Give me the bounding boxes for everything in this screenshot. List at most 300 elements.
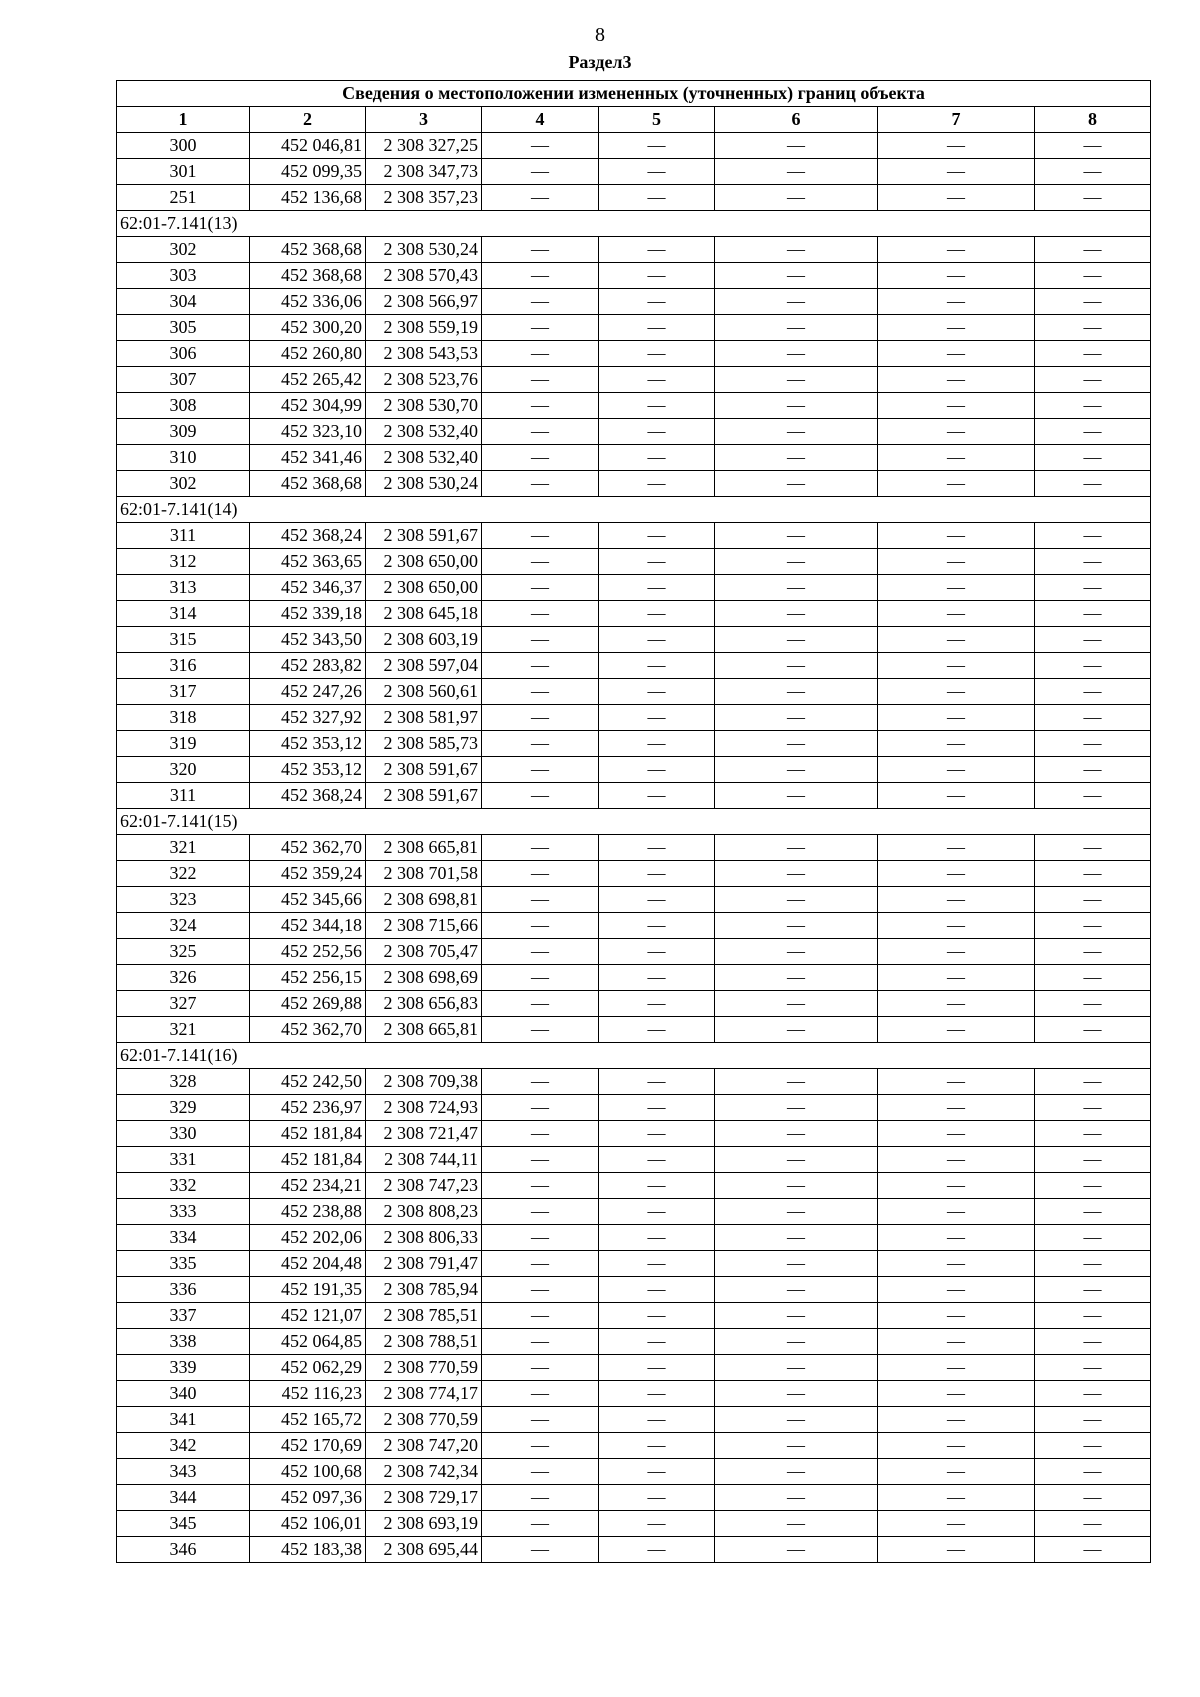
empty-value-dash: — xyxy=(599,1381,715,1407)
empty-value-dash: — xyxy=(878,315,1035,341)
point-number-cell: 342 xyxy=(117,1433,250,1459)
empty-value-dash: — xyxy=(715,835,878,861)
x-coordinate-cell: 452 097,36 xyxy=(250,1485,366,1511)
empty-value-dash: — xyxy=(878,1069,1035,1095)
empty-value-dash: — xyxy=(1035,367,1151,393)
boundary-coordinates-table xyxy=(116,80,1151,1563)
empty-value-dash: — xyxy=(1035,913,1151,939)
table-row xyxy=(117,757,1151,783)
empty-value-dash: — xyxy=(1035,757,1151,783)
empty-value-dash: — xyxy=(599,1407,715,1433)
y-coordinate-cell: 2 308 698,81 xyxy=(366,887,482,913)
empty-value-dash: — xyxy=(715,159,878,185)
empty-value-dash: — xyxy=(878,653,1035,679)
y-coordinate-cell: 2 308 747,20 xyxy=(366,1433,482,1459)
x-coordinate-cell: 452 362,70 xyxy=(250,835,366,861)
empty-value-dash: — xyxy=(878,1485,1035,1511)
point-number-cell: 338 xyxy=(117,1329,250,1355)
empty-value-dash: — xyxy=(715,1407,878,1433)
y-coordinate-cell: 2 308 785,51 xyxy=(366,1303,482,1329)
empty-value-dash: — xyxy=(715,1095,878,1121)
x-coordinate-cell: 452 181,84 xyxy=(250,1147,366,1173)
x-coordinate-cell: 452 099,35 xyxy=(250,159,366,185)
y-coordinate-cell: 2 308 724,93 xyxy=(366,1095,482,1121)
empty-value-dash: — xyxy=(599,185,715,211)
y-coordinate-cell: 2 308 774,17 xyxy=(366,1381,482,1407)
point-number-cell: 318 xyxy=(117,705,250,731)
empty-value-dash: — xyxy=(878,289,1035,315)
empty-value-dash: — xyxy=(1035,575,1151,601)
empty-value-dash: — xyxy=(482,887,599,913)
table-row xyxy=(117,575,1151,601)
y-coordinate-cell: 2 308 665,81 xyxy=(366,835,482,861)
empty-value-dash: — xyxy=(599,1095,715,1121)
point-number-cell: 320 xyxy=(117,757,250,783)
table-row xyxy=(117,1511,1151,1537)
empty-value-dash: — xyxy=(599,419,715,445)
y-coordinate-cell: 2 308 530,24 xyxy=(366,237,482,263)
empty-value-dash: — xyxy=(482,367,599,393)
empty-value-dash: — xyxy=(878,1277,1035,1303)
empty-value-dash: — xyxy=(715,1225,878,1251)
empty-value-dash: — xyxy=(482,341,599,367)
y-coordinate-cell: 2 308 808,23 xyxy=(366,1199,482,1225)
empty-value-dash: — xyxy=(599,393,715,419)
empty-value-dash: — xyxy=(878,1147,1035,1173)
y-coordinate-cell: 2 308 744,11 xyxy=(366,1147,482,1173)
empty-value-dash: — xyxy=(599,1511,715,1537)
empty-value-dash: — xyxy=(878,445,1035,471)
group-row xyxy=(117,497,1151,523)
point-number-cell: 324 xyxy=(117,913,250,939)
x-coordinate-cell: 452 283,82 xyxy=(250,653,366,679)
empty-value-dash: — xyxy=(878,237,1035,263)
group-label: 62:01-7.141(16) xyxy=(117,1043,1151,1069)
empty-value-dash: — xyxy=(878,1173,1035,1199)
empty-value-dash: — xyxy=(1035,861,1151,887)
empty-value-dash: — xyxy=(878,939,1035,965)
empty-value-dash: — xyxy=(1035,185,1151,211)
empty-value-dash: — xyxy=(482,1485,599,1511)
point-number-cell: 306 xyxy=(117,341,250,367)
empty-value-dash: — xyxy=(715,1459,878,1485)
column-header-6: 6 xyxy=(715,107,878,133)
empty-value-dash: — xyxy=(878,133,1035,159)
table-row xyxy=(117,1355,1151,1381)
empty-value-dash: — xyxy=(878,991,1035,1017)
empty-value-dash: — xyxy=(878,861,1035,887)
empty-value-dash: — xyxy=(715,601,878,627)
empty-value-dash: — xyxy=(1035,419,1151,445)
x-coordinate-cell: 452 260,80 xyxy=(250,341,366,367)
empty-value-dash: — xyxy=(482,1199,599,1225)
table-row xyxy=(117,1069,1151,1095)
empty-value-dash: — xyxy=(715,1277,878,1303)
empty-value-dash: — xyxy=(878,159,1035,185)
empty-value-dash: — xyxy=(715,1537,878,1563)
y-coordinate-cell: 2 308 785,94 xyxy=(366,1277,482,1303)
y-coordinate-cell: 2 308 791,47 xyxy=(366,1251,482,1277)
empty-value-dash: — xyxy=(599,1329,715,1355)
empty-value-dash: — xyxy=(715,653,878,679)
table-row xyxy=(117,341,1151,367)
group-label: 62:01-7.141(13) xyxy=(117,211,1151,237)
empty-value-dash: — xyxy=(482,1303,599,1329)
y-coordinate-cell: 2 308 585,73 xyxy=(366,731,482,757)
empty-value-dash: — xyxy=(715,393,878,419)
x-coordinate-cell: 452 344,18 xyxy=(250,913,366,939)
empty-value-dash: — xyxy=(1035,965,1151,991)
empty-value-dash: — xyxy=(878,1355,1035,1381)
empty-value-dash: — xyxy=(482,913,599,939)
x-coordinate-cell: 452 247,26 xyxy=(250,679,366,705)
table-row xyxy=(117,731,1151,757)
y-coordinate-cell: 2 308 650,00 xyxy=(366,575,482,601)
empty-value-dash: — xyxy=(1035,1147,1151,1173)
point-number-cell: 312 xyxy=(117,549,250,575)
table-body xyxy=(117,133,1151,1563)
empty-value-dash: — xyxy=(878,1433,1035,1459)
empty-value-dash: — xyxy=(599,1199,715,1225)
empty-value-dash: — xyxy=(878,393,1035,419)
empty-value-dash: — xyxy=(715,1173,878,1199)
column-header-5: 5 xyxy=(599,107,715,133)
group-label: 62:01-7.141(15) xyxy=(117,809,1151,835)
x-coordinate-cell: 452 368,68 xyxy=(250,471,366,497)
empty-value-dash: — xyxy=(599,1069,715,1095)
empty-value-dash: — xyxy=(599,263,715,289)
table-row xyxy=(117,237,1151,263)
point-number-cell: 316 xyxy=(117,653,250,679)
empty-value-dash: — xyxy=(599,731,715,757)
empty-value-dash: — xyxy=(482,1225,599,1251)
empty-value-dash: — xyxy=(482,1251,599,1277)
table-row xyxy=(117,315,1151,341)
y-coordinate-cell: 2 308 591,67 xyxy=(366,757,482,783)
empty-value-dash: — xyxy=(482,419,599,445)
point-number-cell: 302 xyxy=(117,237,250,263)
empty-value-dash: — xyxy=(1035,939,1151,965)
column-header-3: 3 xyxy=(366,107,482,133)
empty-value-dash: — xyxy=(1035,653,1151,679)
y-coordinate-cell: 2 308 709,38 xyxy=(366,1069,482,1095)
empty-value-dash: — xyxy=(482,1537,599,1563)
point-number-cell: 307 xyxy=(117,367,250,393)
group-row xyxy=(117,1043,1151,1069)
empty-value-dash: — xyxy=(715,731,878,757)
table-row xyxy=(117,367,1151,393)
empty-value-dash: — xyxy=(1035,1199,1151,1225)
empty-value-dash: — xyxy=(715,1511,878,1537)
empty-value-dash: — xyxy=(878,1329,1035,1355)
empty-value-dash: — xyxy=(715,1355,878,1381)
column-header-row xyxy=(117,107,1151,133)
point-number-cell: 303 xyxy=(117,263,250,289)
x-coordinate-cell: 452 345,66 xyxy=(250,887,366,913)
column-header-1: 1 xyxy=(117,107,250,133)
empty-value-dash: — xyxy=(482,1459,599,1485)
empty-value-dash: — xyxy=(878,263,1035,289)
empty-value-dash: — xyxy=(1035,1433,1151,1459)
empty-value-dash: — xyxy=(715,1303,878,1329)
x-coordinate-cell: 452 336,06 xyxy=(250,289,366,315)
empty-value-dash: — xyxy=(715,1147,878,1173)
empty-value-dash: — xyxy=(1035,1329,1151,1355)
y-coordinate-cell: 2 308 532,40 xyxy=(366,419,482,445)
empty-value-dash: — xyxy=(482,783,599,809)
table-row xyxy=(117,263,1151,289)
empty-value-dash: — xyxy=(1035,445,1151,471)
group-row xyxy=(117,211,1151,237)
y-coordinate-cell: 2 308 347,73 xyxy=(366,159,482,185)
x-coordinate-cell: 452 368,68 xyxy=(250,237,366,263)
empty-value-dash: — xyxy=(599,757,715,783)
empty-value-dash: — xyxy=(878,1225,1035,1251)
empty-value-dash: — xyxy=(482,393,599,419)
empty-value-dash: — xyxy=(715,861,878,887)
y-coordinate-cell: 2 308 530,24 xyxy=(366,471,482,497)
empty-value-dash: — xyxy=(1035,1355,1151,1381)
empty-value-dash: — xyxy=(599,1303,715,1329)
point-number-cell: 313 xyxy=(117,575,250,601)
point-number-cell: 308 xyxy=(117,393,250,419)
empty-value-dash: — xyxy=(482,471,599,497)
point-number-cell: 319 xyxy=(117,731,250,757)
empty-value-dash: — xyxy=(482,549,599,575)
empty-value-dash: — xyxy=(599,965,715,991)
empty-value-dash: — xyxy=(1035,1407,1151,1433)
y-coordinate-cell: 2 308 698,69 xyxy=(366,965,482,991)
empty-value-dash: — xyxy=(878,1251,1035,1277)
empty-value-dash: — xyxy=(1035,1251,1151,1277)
table-row xyxy=(117,835,1151,861)
empty-value-dash: — xyxy=(482,1277,599,1303)
x-coordinate-cell: 452 323,10 xyxy=(250,419,366,445)
x-coordinate-cell: 452 181,84 xyxy=(250,1121,366,1147)
y-coordinate-cell: 2 308 357,23 xyxy=(366,185,482,211)
empty-value-dash: — xyxy=(599,523,715,549)
y-coordinate-cell: 2 308 591,67 xyxy=(366,783,482,809)
point-number-cell: 328 xyxy=(117,1069,250,1095)
x-coordinate-cell: 452 165,72 xyxy=(250,1407,366,1433)
table-row xyxy=(117,1277,1151,1303)
y-coordinate-cell: 2 308 570,43 xyxy=(366,263,482,289)
empty-value-dash: — xyxy=(878,1017,1035,1043)
empty-value-dash: — xyxy=(878,1121,1035,1147)
empty-value-dash: — xyxy=(599,1537,715,1563)
section-title: Раздел3 xyxy=(568,52,632,72)
table-row xyxy=(117,1433,1151,1459)
x-coordinate-cell: 452 353,12 xyxy=(250,757,366,783)
x-coordinate-cell: 452 327,92 xyxy=(250,705,366,731)
empty-value-dash: — xyxy=(1035,601,1151,627)
point-number-cell: 336 xyxy=(117,1277,250,1303)
empty-value-dash: — xyxy=(599,991,715,1017)
empty-value-dash: — xyxy=(482,991,599,1017)
empty-value-dash: — xyxy=(599,705,715,731)
empty-value-dash: — xyxy=(1035,549,1151,575)
y-coordinate-cell: 2 308 650,00 xyxy=(366,549,482,575)
table-caption: Сведения о местоположении измененных (уточненных) границ объекта xyxy=(117,81,1151,107)
empty-value-dash: — xyxy=(715,783,878,809)
empty-value-dash: — xyxy=(482,1407,599,1433)
x-coordinate-cell: 452 170,69 xyxy=(250,1433,366,1459)
empty-value-dash: — xyxy=(599,861,715,887)
empty-value-dash: — xyxy=(1035,289,1151,315)
column-header-2: 2 xyxy=(250,107,366,133)
y-coordinate-cell: 2 308 715,66 xyxy=(366,913,482,939)
x-coordinate-cell: 452 204,48 xyxy=(250,1251,366,1277)
empty-value-dash: — xyxy=(599,887,715,913)
empty-value-dash: — xyxy=(599,1433,715,1459)
empty-value-dash: — xyxy=(715,1381,878,1407)
empty-value-dash: — xyxy=(599,315,715,341)
empty-value-dash: — xyxy=(878,1095,1035,1121)
y-coordinate-cell: 2 308 701,58 xyxy=(366,861,482,887)
empty-value-dash: — xyxy=(1035,237,1151,263)
y-coordinate-cell: 2 308 747,23 xyxy=(366,1173,482,1199)
empty-value-dash: — xyxy=(482,939,599,965)
empty-value-dash: — xyxy=(1035,1017,1151,1043)
point-number-cell: 323 xyxy=(117,887,250,913)
empty-value-dash: — xyxy=(599,549,715,575)
x-coordinate-cell: 452 238,88 xyxy=(250,1199,366,1225)
empty-value-dash: — xyxy=(1035,705,1151,731)
y-coordinate-cell: 2 308 665,81 xyxy=(366,1017,482,1043)
y-coordinate-cell: 2 308 560,61 xyxy=(366,679,482,705)
table-row xyxy=(117,1303,1151,1329)
empty-value-dash: — xyxy=(878,549,1035,575)
point-number-cell: 334 xyxy=(117,1225,250,1251)
empty-value-dash: — xyxy=(1035,731,1151,757)
x-coordinate-cell: 452 234,21 xyxy=(250,1173,366,1199)
empty-value-dash: — xyxy=(599,835,715,861)
point-number-cell: 344 xyxy=(117,1485,250,1511)
point-number-cell: 302 xyxy=(117,471,250,497)
empty-value-dash: — xyxy=(715,133,878,159)
x-coordinate-cell: 452 353,12 xyxy=(250,731,366,757)
x-coordinate-cell: 452 362,70 xyxy=(250,1017,366,1043)
empty-value-dash: — xyxy=(599,939,715,965)
point-number-cell: 337 xyxy=(117,1303,250,1329)
empty-value-dash: — xyxy=(715,237,878,263)
empty-value-dash: — xyxy=(715,367,878,393)
point-number-cell: 315 xyxy=(117,627,250,653)
empty-value-dash: — xyxy=(1035,887,1151,913)
empty-value-dash: — xyxy=(878,1511,1035,1537)
empty-value-dash: — xyxy=(1035,1069,1151,1095)
empty-value-dash: — xyxy=(878,367,1035,393)
table-row xyxy=(117,549,1151,575)
empty-value-dash: — xyxy=(482,1511,599,1537)
empty-value-dash: — xyxy=(482,289,599,315)
empty-value-dash: — xyxy=(715,523,878,549)
point-number-cell: 310 xyxy=(117,445,250,471)
y-coordinate-cell: 2 308 603,19 xyxy=(366,627,482,653)
y-coordinate-cell: 2 308 523,76 xyxy=(366,367,482,393)
empty-value-dash: — xyxy=(1035,1537,1151,1563)
table-row xyxy=(117,1225,1151,1251)
empty-value-dash: — xyxy=(878,627,1035,653)
point-number-cell: 317 xyxy=(117,679,250,705)
column-header-7: 7 xyxy=(878,107,1035,133)
y-coordinate-cell: 2 308 559,19 xyxy=(366,315,482,341)
empty-value-dash: — xyxy=(715,1017,878,1043)
empty-value-dash: — xyxy=(715,679,878,705)
empty-value-dash: — xyxy=(878,523,1035,549)
empty-value-dash: — xyxy=(715,289,878,315)
empty-value-dash: — xyxy=(482,601,599,627)
empty-value-dash: — xyxy=(482,861,599,887)
empty-value-dash: — xyxy=(482,627,599,653)
x-coordinate-cell: 452 300,20 xyxy=(250,315,366,341)
empty-value-dash: — xyxy=(715,939,878,965)
empty-value-dash: — xyxy=(878,341,1035,367)
empty-value-dash: — xyxy=(599,237,715,263)
empty-value-dash: — xyxy=(1035,159,1151,185)
empty-value-dash: — xyxy=(715,263,878,289)
y-coordinate-cell: 2 308 742,34 xyxy=(366,1459,482,1485)
y-coordinate-cell: 2 308 591,67 xyxy=(366,523,482,549)
x-coordinate-cell: 452 341,46 xyxy=(250,445,366,471)
empty-value-dash: — xyxy=(1035,341,1151,367)
empty-value-dash: — xyxy=(599,783,715,809)
table-row xyxy=(117,1147,1151,1173)
x-coordinate-cell: 452 062,29 xyxy=(250,1355,366,1381)
x-coordinate-cell: 452 265,42 xyxy=(250,367,366,393)
empty-value-dash: — xyxy=(878,705,1035,731)
empty-value-dash: — xyxy=(715,1069,878,1095)
y-coordinate-cell: 2 308 729,17 xyxy=(366,1485,482,1511)
table-row xyxy=(117,939,1151,965)
empty-value-dash: — xyxy=(715,185,878,211)
point-number-cell: 331 xyxy=(117,1147,250,1173)
x-coordinate-cell: 452 368,68 xyxy=(250,263,366,289)
x-coordinate-cell: 452 368,24 xyxy=(250,523,366,549)
point-number-cell: 327 xyxy=(117,991,250,1017)
empty-value-dash: — xyxy=(1035,1225,1151,1251)
empty-value-dash: — xyxy=(1035,1095,1151,1121)
empty-value-dash: — xyxy=(599,1459,715,1485)
empty-value-dash: — xyxy=(599,575,715,601)
table-row xyxy=(117,1407,1151,1433)
empty-value-dash: — xyxy=(878,1537,1035,1563)
empty-value-dash: — xyxy=(599,1277,715,1303)
empty-value-dash: — xyxy=(599,445,715,471)
empty-value-dash: — xyxy=(878,679,1035,705)
empty-value-dash: — xyxy=(715,887,878,913)
group-label: 62:01-7.141(14) xyxy=(117,497,1151,523)
y-coordinate-cell: 2 308 645,18 xyxy=(366,601,482,627)
column-header-8: 8 xyxy=(1035,107,1151,133)
empty-value-dash: — xyxy=(715,965,878,991)
empty-value-dash: — xyxy=(599,367,715,393)
empty-value-dash: — xyxy=(482,1069,599,1095)
point-number-cell: 333 xyxy=(117,1199,250,1225)
empty-value-dash: — xyxy=(599,653,715,679)
empty-value-dash: — xyxy=(715,705,878,731)
x-coordinate-cell: 452 100,68 xyxy=(250,1459,366,1485)
empty-value-dash: — xyxy=(599,341,715,367)
point-number-cell: 311 xyxy=(117,523,250,549)
y-coordinate-cell: 2 308 806,33 xyxy=(366,1225,482,1251)
x-coordinate-cell: 452 191,35 xyxy=(250,1277,366,1303)
empty-value-dash: — xyxy=(482,185,599,211)
empty-value-dash: — xyxy=(1035,1381,1151,1407)
table-row xyxy=(117,1537,1151,1563)
empty-value-dash: — xyxy=(482,1147,599,1173)
table-row xyxy=(117,445,1151,471)
